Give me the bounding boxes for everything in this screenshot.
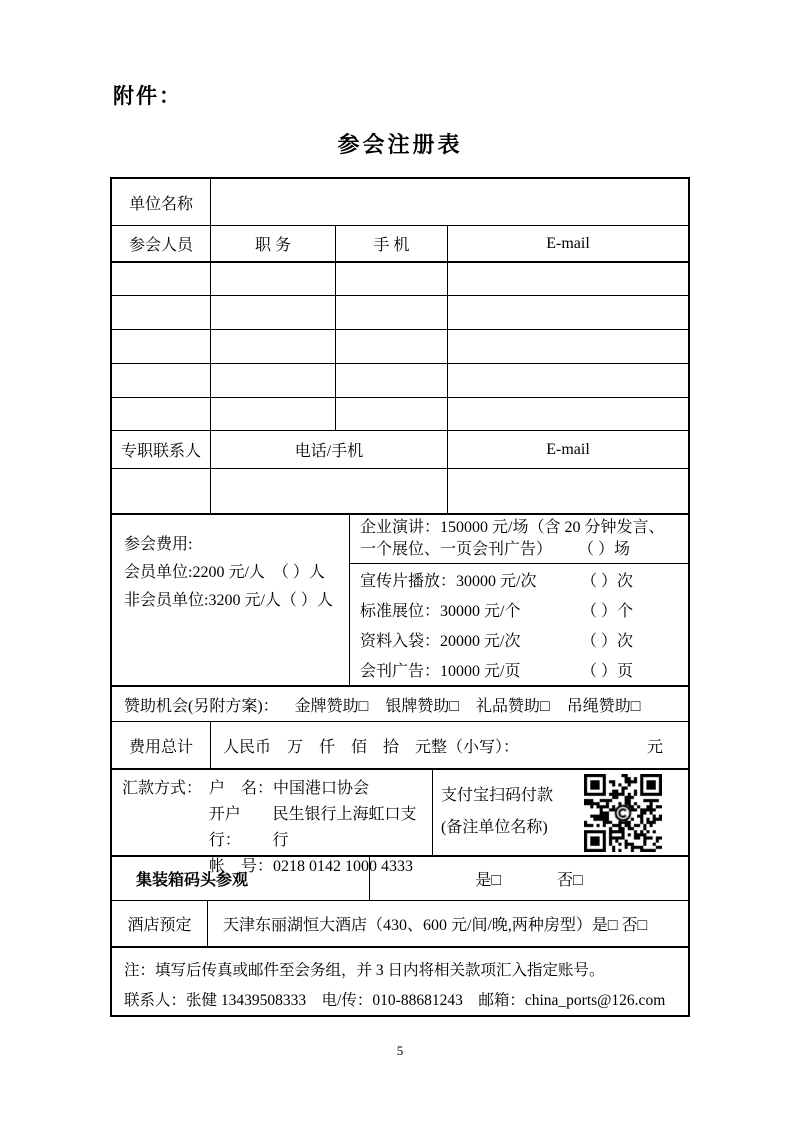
- account-number-value: 0218 0142 1000 4333: [273, 858, 414, 875]
- contact-empty-row: [112, 468, 688, 513]
- alipay-scan-label: 支付宝扫码付款: [441, 787, 554, 804]
- page-title: 参会注册表: [337, 132, 463, 157]
- bank-value: 民生银行上海虹口支行: [272, 806, 417, 849]
- fee-title: 参会费用:: [124, 536, 193, 553]
- position-header: 职 务: [210, 226, 335, 261]
- sponsor-option-gift: 礼品赞助□: [476, 697, 550, 715]
- attendee-empty-row: [112, 261, 688, 295]
- terminal-visit-row: [112, 855, 688, 900]
- fee-section-row: [112, 513, 688, 685]
- total-unit: 元: [646, 738, 663, 756]
- attendee-empty-row: [112, 295, 688, 329]
- payment-info-cell: [112, 770, 432, 875]
- fee-blank-speech: （ ）场: [586, 541, 631, 558]
- bank-field: 开户行：: [208, 806, 241, 849]
- fee-blank-booth: （ ）个: [580, 602, 633, 620]
- fee-item-speech: 企业演讲：150000 元/场（含 20 分钟发言、一个展位、一页会刊广告） （ ）场: [350, 515, 688, 564]
- attachment-label: 附件：: [113, 84, 182, 108]
- terminal-visit-yes-checkbox: 是□: [475, 872, 501, 889]
- unit-name-input-cell: [210, 179, 688, 225]
- total-row: [112, 721, 688, 768]
- unit-name-label: 单位名称: [128, 195, 193, 213]
- attendee-empty-row: [112, 363, 688, 397]
- mobile-header: 手 机: [335, 226, 447, 261]
- registration-table: [110, 177, 690, 1017]
- hotel-row: [112, 900, 688, 946]
- attendee-header-row: [112, 225, 688, 261]
- unit-name-row: [112, 179, 688, 225]
- alipay-qr-code: [584, 774, 662, 852]
- contact-name-header: 专职联系人: [120, 443, 201, 460]
- terminal-visit-no-checkbox: 否□: [557, 872, 583, 889]
- fee-basic-cell: [112, 515, 349, 685]
- alipay-remark-label: (备注单位名称): [441, 819, 548, 836]
- sponsor-option-silver: 银牌赞助□: [385, 697, 460, 715]
- fee-blank-ad: （ ）页: [580, 663, 633, 681]
- fee-item-video: 宣传片播放：30000 元/次 （ ）次: [350, 564, 688, 594]
- total-label: 费用总计: [128, 738, 193, 756]
- fee-nonmember-line: 非会员单位:3200 元/人（ ）人: [124, 592, 333, 609]
- contact-email-header: E-mail: [447, 431, 688, 468]
- note-line2: 联系人：张健 13439508333 电/传：010-88681243 邮箱：china_ports@126.com: [124, 992, 666, 1009]
- fee-member-line: 会员单位:2200 元/人 （ ）人: [124, 564, 325, 581]
- sponsor-option-gold: 金牌赞助□: [294, 697, 369, 715]
- contact-phone-header: 电话/手机: [210, 431, 447, 468]
- sponsorship-row: [112, 685, 688, 721]
- email-header: E-mail: [447, 226, 688, 261]
- fee-blank-bag: （ ）次: [580, 633, 633, 651]
- total-amount-text: 人民币 万 仟 佰 拾 元整（小写）：: [223, 738, 520, 756]
- contact-header-row: [112, 430, 688, 468]
- alipay-cell: [432, 770, 688, 855]
- account-name-field: 户 名：: [209, 780, 274, 797]
- fee-blank-video: （ ）次: [580, 572, 633, 590]
- payment-row: [112, 768, 688, 875]
- hotel-detail: 天津东丽湖恒大酒店（430、600 元/间/晚,两种房型）是□ 否□: [207, 901, 688, 946]
- note-row: [112, 946, 688, 1015]
- account-number-field: 帐 号：: [209, 858, 274, 875]
- fee-options-cell: [349, 515, 688, 685]
- attendee-empty-row: [112, 329, 688, 363]
- fee-item-booth: 标准展位：30000 元/个 （ ）个: [350, 594, 688, 624]
- attendee-empty-row: [112, 397, 688, 430]
- attendee-name-header: 参会人员: [128, 237, 193, 254]
- fee-item-bag: 资料入袋：20000 元/次 （ ）次: [350, 625, 688, 655]
- fee-item-ad: 会刊广告：10000 元/页 （ ）页: [350, 655, 688, 685]
- hotel-label: 酒店预定: [127, 917, 192, 934]
- sponsorship-label: 赞助机会(另附方案)：: [124, 697, 279, 715]
- terminal-visit-label: 集装箱码头参观: [136, 872, 249, 889]
- payment-method-label: 汇款方式：: [122, 780, 203, 797]
- note-line1: 注：填写后传真或邮件至会务组，并 3 日内将相关款项汇入指定账号。: [124, 962, 605, 979]
- page-number: 5: [396, 1043, 404, 1058]
- account-name-value: 中国港口协会: [273, 780, 370, 797]
- sponsor-option-lanyard: 吊绳赞助□: [566, 697, 641, 715]
